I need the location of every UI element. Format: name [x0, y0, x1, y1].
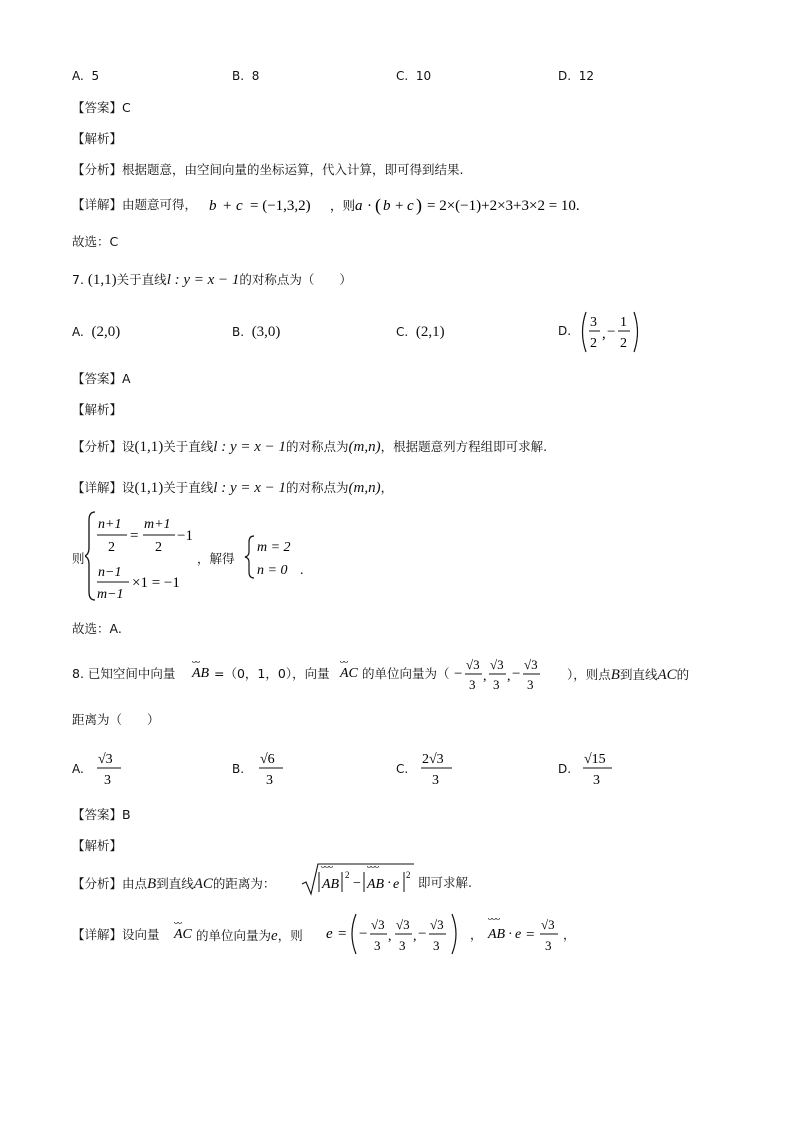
- svg-text:√6: √6: [260, 752, 275, 767]
- svg-text:,: ,: [602, 326, 606, 342]
- q7-analysis-heading: 【解析】: [72, 402, 123, 417]
- svg-text:3: 3: [593, 773, 600, 788]
- q8-option-b-letter: B.: [232, 762, 245, 776]
- svg-text:3: 3: [432, 773, 439, 788]
- svg-text:3: 3: [527, 677, 534, 692]
- vector-ab-label: AB: [192, 666, 210, 681]
- svg-text:·: ·: [508, 927, 513, 942]
- svg-text:e: e: [515, 927, 522, 942]
- q8-distance-formula: [300, 860, 418, 898]
- svg-text:−: −: [353, 876, 361, 891]
- svg-text:2√3: 2√3: [422, 752, 444, 767]
- solution-n: n = 0: [257, 563, 288, 578]
- q8-stem-line1: 8. 已知空间中向量: [72, 666, 176, 681]
- svg-text:ᴗᴗ: ᴗᴗ: [340, 656, 348, 665]
- q6-xiangjie-math: [205, 188, 625, 218]
- q8-unit-vector-e: [322, 910, 482, 958]
- svg-text:3: 3: [104, 773, 111, 788]
- plus-sign: +: [223, 198, 232, 214]
- svg-text:,: ,: [507, 669, 511, 684]
- q8-xiangjie-comma: ，: [470, 927, 483, 942]
- vector-ac-arrow-2: [172, 916, 194, 942]
- dot-product-den: 3: [545, 938, 552, 953]
- svg-text:√3: √3: [490, 657, 504, 672]
- q8-option-d-letter: D.: [558, 762, 572, 776]
- q7-fenxi: 【分析】设(1,1)关于直线l : y = x − 1的对称点为(m,n)，根据题意列方程组即可求解.: [72, 439, 548, 455]
- vector-b: b: [209, 198, 217, 214]
- eq1-rden: 2: [155, 540, 162, 555]
- svg-text:2: 2: [406, 870, 411, 880]
- q8-fenxi-tail: 即可求解.: [418, 875, 472, 890]
- svg-text:e: e: [326, 926, 333, 942]
- svg-text:√3: √3: [371, 917, 385, 932]
- svg-text:3: 3: [399, 938, 406, 953]
- svg-text:3: 3: [433, 938, 440, 953]
- q7-option-d-letter: D.: [558, 324, 572, 338]
- paren-open: (: [375, 195, 381, 215]
- q8-option-b-fraction: [256, 746, 290, 788]
- q6-fenxi: 【分析】根据题意，由空间向量的坐标运算，代入计算，即可得到结果.: [72, 162, 464, 177]
- q8-option-a-letter: A.: [72, 762, 84, 776]
- q7-option-d-fraction: [578, 310, 644, 354]
- q6-analysis-heading: 【解析】: [72, 131, 123, 146]
- svg-text:ᴗᴗᴗ: ᴗᴗᴗ: [488, 913, 500, 922]
- q7-solution-system: [244, 534, 314, 580]
- eq1-tail: −1: [177, 528, 193, 544]
- svg-text:·: ·: [387, 876, 392, 891]
- svg-text:√3: √3: [98, 752, 113, 767]
- svg-text:=: =: [338, 926, 347, 942]
- eq1-rnum: m+1: [144, 517, 171, 532]
- eq2-num: n−1: [98, 565, 122, 580]
- svg-text:ᴗᴗ: ᴗᴗ: [192, 656, 200, 665]
- vector-ac-arrow: [338, 655, 360, 681]
- svg-text:AB: AB: [322, 877, 340, 892]
- q7-xiangjie: 【详解】设(1,1)关于直线l : y = x − 1的对称点为(m,n)，: [72, 480, 394, 496]
- svg-text:2: 2: [590, 336, 597, 351]
- svg-text:3: 3: [493, 677, 500, 692]
- svg-text:ᴗᴗ: ᴗᴗ: [174, 917, 182, 926]
- q8-xiangjie: 【详解】设向量: [72, 927, 160, 942]
- q7-answer: 【答案】A: [72, 371, 131, 386]
- q7-choice: 故选：A.: [72, 621, 122, 636]
- svg-text:,: ,: [483, 669, 487, 684]
- vector-ac-label: AC: [340, 666, 358, 681]
- svg-text:−: −: [607, 324, 616, 340]
- q8-answer: 【答案】B: [72, 807, 131, 822]
- q6-option-c: C. 10: [396, 69, 432, 83]
- q7-stem: 7. (1,1)关于直线l : y = x − 1的对称点为（ ）: [72, 272, 352, 288]
- vector-b-2: b: [383, 198, 391, 214]
- paren-close: ): [416, 195, 422, 215]
- q6-then: ，则: [330, 199, 356, 213]
- q6-eq2-rhs: = 2×(−1)+2×3+3×2 = 10.: [427, 198, 580, 214]
- svg-text:√3: √3: [524, 657, 538, 672]
- vector-c: c: [236, 198, 243, 214]
- svg-text:3: 3: [469, 677, 476, 692]
- q6-option-a: A. 5: [72, 69, 100, 83]
- svg-text:√3: √3: [430, 917, 444, 932]
- svg-text:2: 2: [620, 336, 627, 351]
- svg-text:AB: AB: [367, 877, 385, 892]
- q6-choice: 故选：C: [72, 234, 119, 249]
- q6-option-b: B. 8: [232, 69, 260, 83]
- dot-op: ·: [367, 198, 372, 214]
- q6-option-d: D. 12: [558, 69, 594, 83]
- q7-option-b: B. (3,0): [232, 324, 281, 340]
- dot-product-num: √3: [541, 917, 555, 932]
- q8-xiangjie-end: ，: [563, 927, 576, 942]
- q8-option-c-fraction: [418, 746, 458, 788]
- svg-text:AB: AB: [488, 927, 506, 942]
- svg-text:=: =: [130, 528, 139, 544]
- q7-system-then: 则: [72, 551, 85, 566]
- eq2-den: m−1: [97, 587, 124, 602]
- vector-ab-arrow: [190, 655, 212, 681]
- q8-fenxi: 【分析】由点B到直线AC的距离为：: [72, 876, 276, 892]
- svg-text:e: e: [393, 877, 400, 892]
- q8-stem-line2: 距离为（ ）: [72, 712, 160, 727]
- svg-text:−: −: [359, 926, 368, 942]
- q8-stem-tail: ），则点B到直线AC的: [567, 667, 690, 683]
- vector-a: a: [355, 198, 363, 214]
- svg-text:√3: √3: [396, 917, 410, 932]
- svg-text:,: ,: [388, 929, 392, 944]
- svg-text:−: −: [454, 666, 463, 682]
- svg-text:−: −: [512, 666, 521, 682]
- q7-option-c: C. (2,1): [396, 324, 445, 340]
- solution-m: m = 2: [257, 540, 291, 555]
- eq1-lden: 2: [108, 540, 115, 555]
- q8-unit-vector-text: 的单位向量为（: [362, 666, 450, 681]
- svg-text:√3: √3: [466, 657, 480, 672]
- q8-unit-vector-value: [452, 652, 570, 696]
- eq2-tail: ×1 = −1: [132, 575, 180, 591]
- q8-option-c-letter: C.: [396, 762, 409, 776]
- svg-text:1: 1: [620, 315, 627, 330]
- q6-xiangjie: 【详解】由题意可得，: [72, 197, 198, 212]
- q6-eq1-rhs: = (−1,3,2): [250, 198, 311, 214]
- svg-text:3: 3: [590, 315, 597, 330]
- svg-text:ᴗᴗᴗ: ᴗᴗᴗ: [367, 861, 379, 870]
- svg-text:3: 3: [266, 773, 273, 788]
- eq1-lnum: n+1: [98, 517, 122, 532]
- solution-period: .: [300, 563, 304, 578]
- q6-answer: 【答案】C: [72, 100, 131, 115]
- q8-ab-value: =（0，1，0），向量: [214, 666, 330, 681]
- svg-text:3: 3: [374, 938, 381, 953]
- svg-text:−: −: [418, 926, 427, 942]
- q8-option-d-fraction: [580, 746, 620, 788]
- q7-solve-word: ，解得: [197, 551, 235, 566]
- svg-text:,: ,: [413, 929, 417, 944]
- svg-text:=: =: [526, 927, 535, 943]
- plus-sign-2: +: [395, 198, 404, 214]
- q8-analysis-heading: 【解析】: [72, 838, 123, 853]
- svg-text:√15: √15: [584, 752, 606, 767]
- svg-text:AC: AC: [174, 927, 192, 942]
- q8-option-a-fraction: [94, 746, 128, 788]
- svg-text:2: 2: [345, 870, 350, 880]
- svg-text:ᴗᴗᴗ: ᴗᴗᴗ: [321, 861, 333, 870]
- q7-option-a: A. (2,0): [72, 324, 121, 340]
- q8-xiangjie-mid: 的单位向量为e，则: [196, 928, 303, 944]
- vector-c-2: c: [407, 198, 414, 214]
